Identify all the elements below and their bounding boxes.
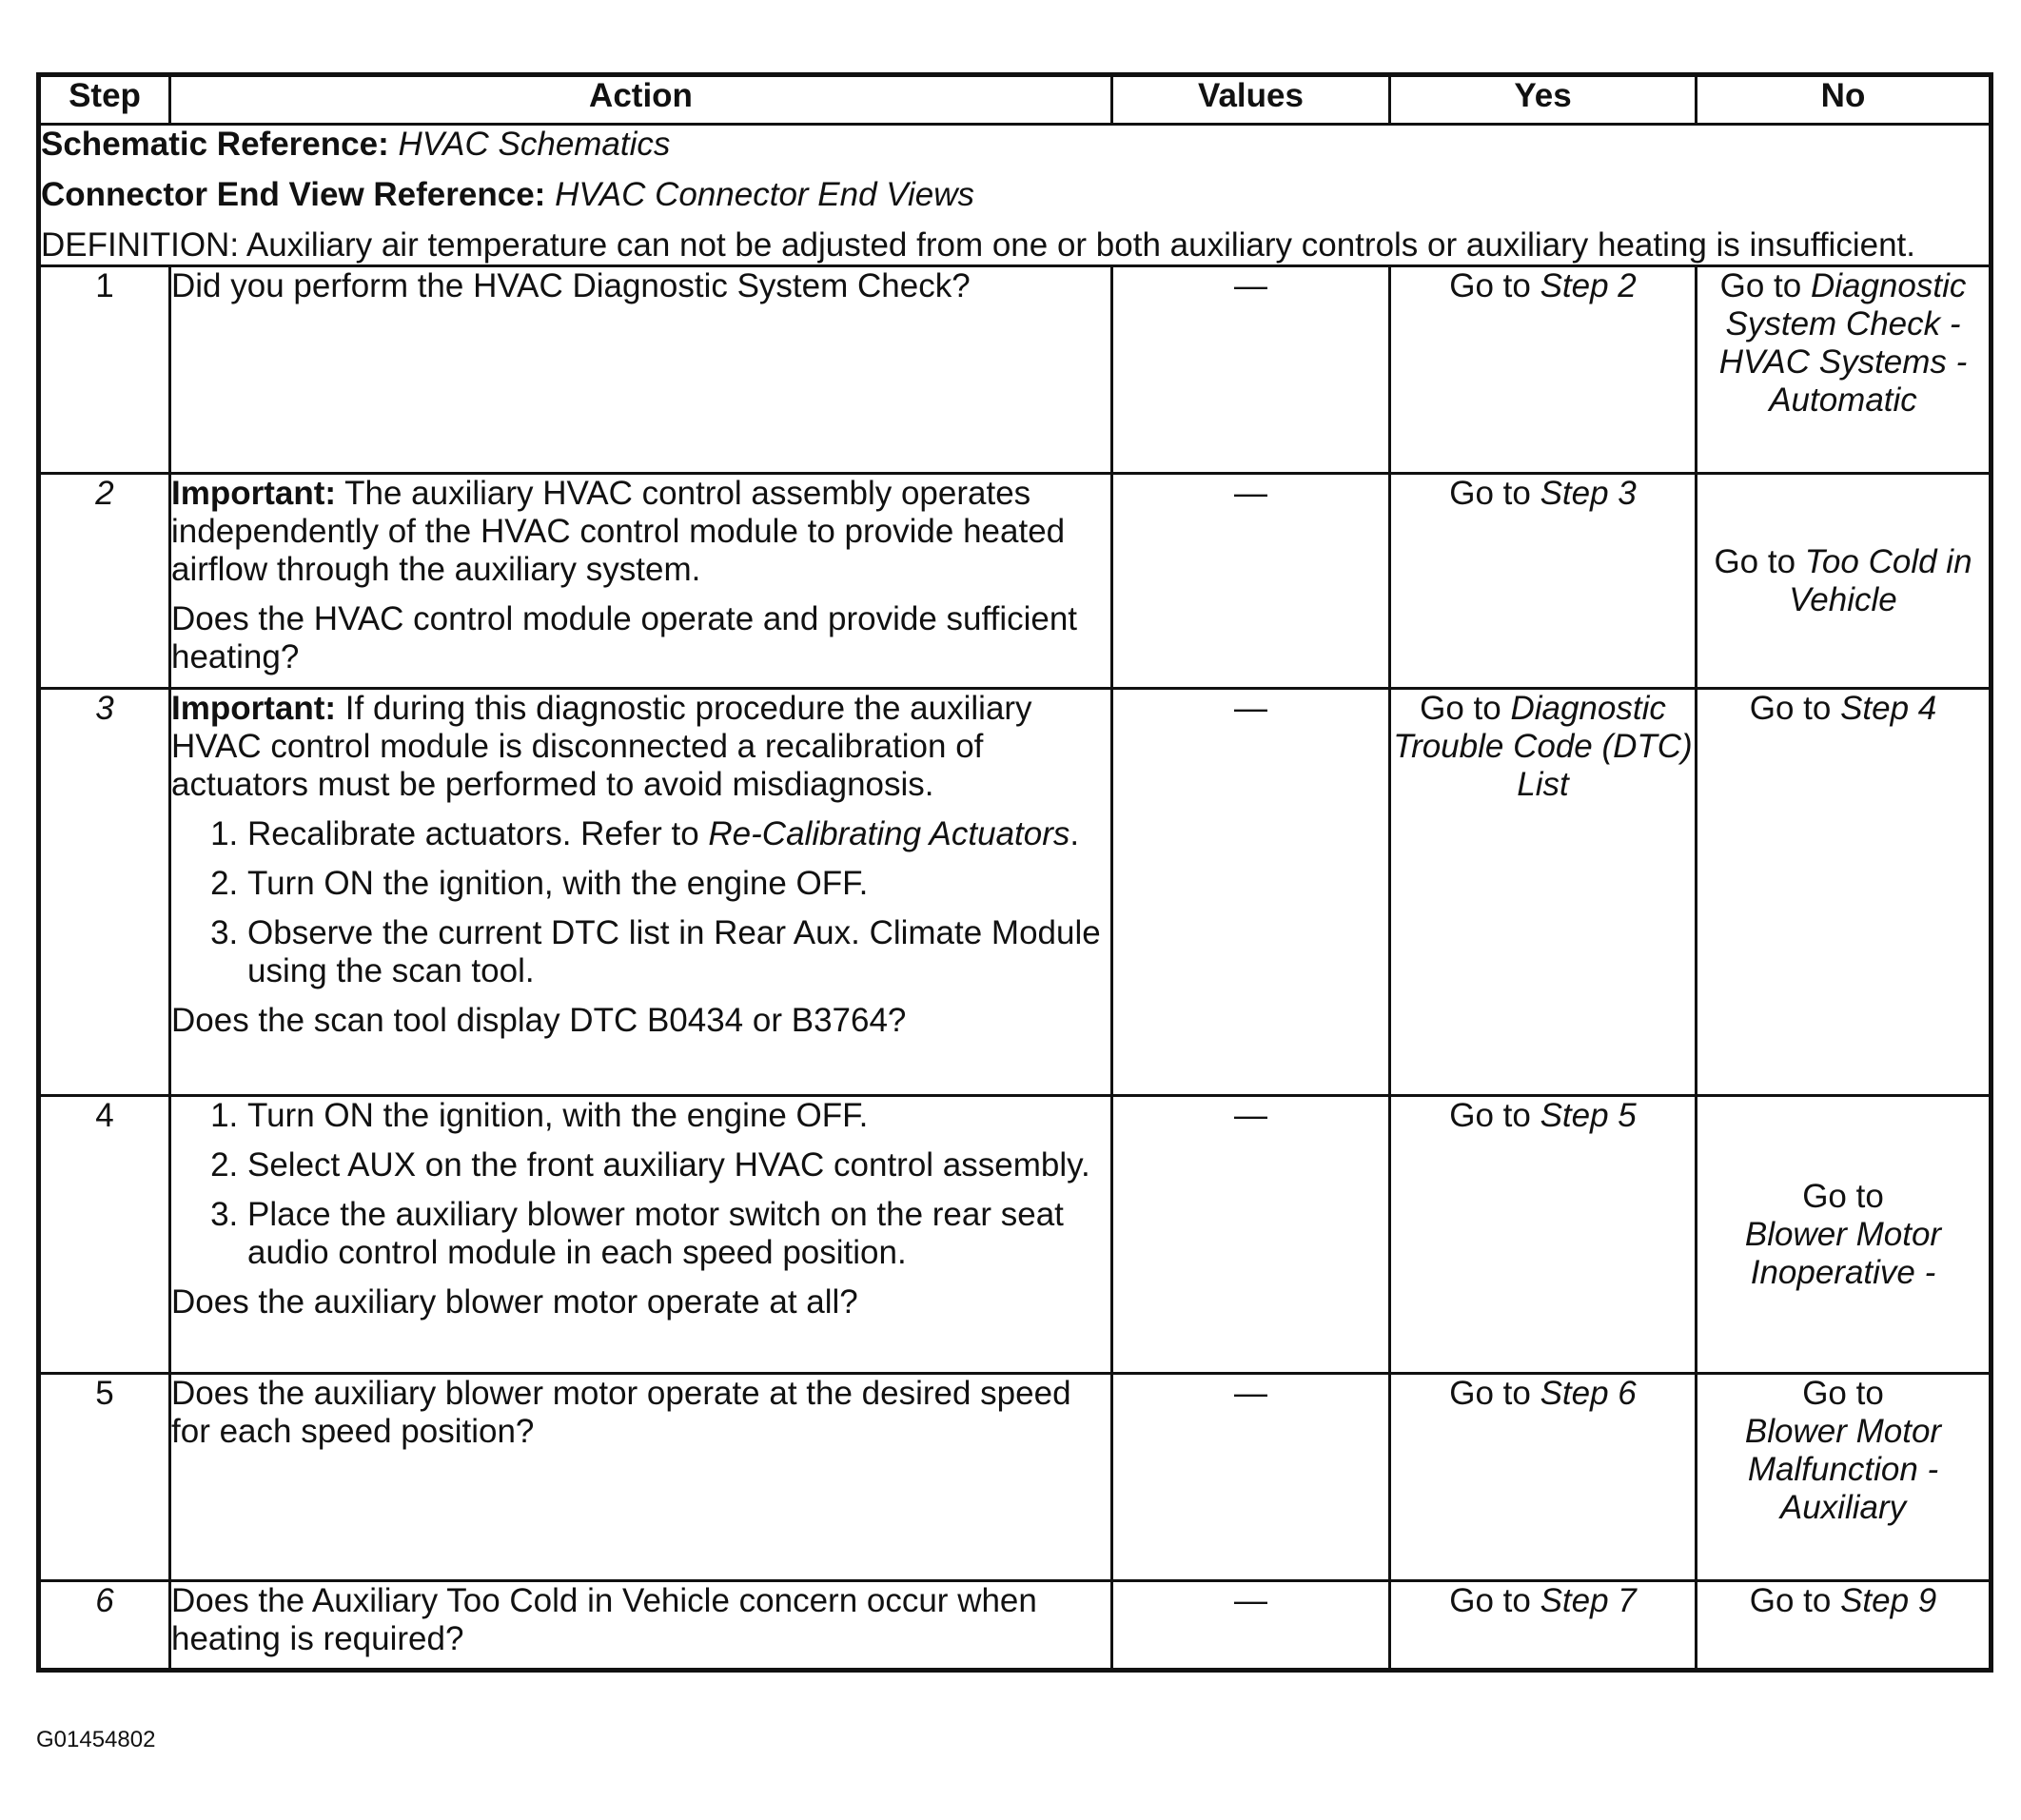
step-row-5 [39,1374,1992,1581]
no-link[interactable]: Diagnostic System Check - HVAC Systems - Automatic [1718,267,1968,419]
step-row-3 [39,689,1992,1096]
no-link[interactable]: Blower Motor Malfunction - Auxiliary [1744,1413,1942,1526]
procedure-item [247,914,1110,990]
no-prefix: Go to [1802,1177,1884,1215]
procedure-item [247,865,1110,903]
action-cell [170,1096,1112,1374]
no-prefix: Go to [1749,1582,1841,1619]
step-number: 2 [39,474,170,689]
procedure-item-text: Turn ON the ignition, with the engine OFF. [247,865,869,902]
value-cell: — [1112,689,1390,1096]
step-question: Does the auxiliary blower motor operate at the desired speed for each speed position? [171,1375,1071,1450]
figure-id: G01454802 [36,1727,156,1752]
step-question: Does the auxiliary blower motor operate at all? [171,1283,858,1321]
important-note [171,475,1110,589]
reference-row [39,125,1992,266]
schematic-reference [41,126,1989,164]
no-prefix: Go to [1719,267,1811,304]
connector-reference-label: Connector End View Reference: [41,176,546,213]
connector-reference-link[interactable]: HVAC Connector End Views [555,176,975,213]
no-prefix: Go to [1802,1375,1884,1412]
important-text: If during this diagnostic procedure the auxiliary HVAC control module is disconnected a recalibration of actuators must be performed to avoid misdiagnosis. [171,690,1032,803]
header-action: Action [170,75,1112,125]
header-row [39,75,1992,125]
header-no: No [1697,75,1992,125]
procedure-item-text: Select AUX on the front auxiliary HVAC control assembly. [247,1146,1090,1184]
no-cell [1697,266,1992,474]
schematic-reference-link[interactable]: HVAC Schematics [398,126,671,163]
no-link[interactable]: Step 9 [1840,1582,1937,1619]
procedure-list [171,815,1110,990]
yes-cell [1390,1374,1697,1581]
definition-text: DEFINITION: Auxiliary air temperature can not be adjusted from one or both auxiliary controls or auxiliary heating is insufficient. [41,226,1915,264]
recalibrating-actuators-link[interactable]: Re-Calibrating Actuators [708,815,1070,852]
yes-cell [1390,474,1697,689]
yes-link[interactable]: Step 2 [1540,267,1637,304]
yes-prefix: Go to [1449,475,1540,512]
yes-prefix: Go to [1449,1582,1540,1619]
yes-link[interactable]: Step 7 [1540,1582,1637,1619]
no-link[interactable]: Too Cold in Vehicle [1789,542,1972,618]
yes-cell [1390,266,1697,474]
action-cell [170,1374,1112,1581]
yes-prefix: Go to [1449,1375,1540,1412]
yes-link[interactable]: Step 5 [1540,1097,1637,1134]
diagnostic-table [36,72,1993,1673]
yes-prefix: Go to [1420,690,1511,727]
action-cell [170,266,1112,474]
schematic-reference-label: Schematic Reference: [41,126,389,163]
yes-prefix: Go to [1449,267,1540,304]
procedure-item-text: Place the auxiliary blower motor switch on the rear seat audio control module in each speed position. [247,1196,1064,1271]
important-note [171,690,1110,804]
step-question: Did you perform the HVAC Diagnostic System Check? [171,267,971,304]
action-cell [170,474,1112,689]
no-cell [1697,1374,1992,1581]
value-cell: — [1112,1096,1390,1374]
step-row-6 [39,1581,1992,1671]
yes-cell [1390,689,1697,1096]
value-cell: — [1112,1374,1390,1581]
diagnostic-document [36,72,1989,1673]
no-prefix: Go to [1714,542,1805,580]
procedure-item-text: Turn ON the ignition, with the engine OFF. [247,1097,869,1134]
no-prefix: Go to [1749,690,1841,727]
yes-link[interactable]: Step 3 [1540,475,1637,512]
step-number: 6 [39,1581,170,1671]
step-question: Does the Auxiliary Too Cold in Vehicle concern occur when heating is required? [171,1582,1037,1657]
no-cell [1697,474,1992,689]
step-question: Does the HVAC control module operate and provide sufficient heating? [171,600,1078,675]
step-question: Does the scan tool display DTC B0434 or B3764? [171,1002,907,1039]
value-cell: — [1112,266,1390,474]
value-cell: — [1112,474,1390,689]
step-number: 3 [39,689,170,1096]
yes-cell [1390,1581,1697,1671]
procedure-item [247,1097,1110,1135]
header-step: Step [39,75,170,125]
action-cell [170,689,1112,1096]
header-values: Values [1112,75,1390,125]
step-row-4 [39,1096,1992,1374]
step-number: 4 [39,1096,170,1374]
procedure-item-text: Observe the current DTC list in Rear Aux. Climate Module using the scan tool. [247,914,1101,989]
procedure-item [247,815,1110,853]
yes-prefix: Go to [1449,1097,1540,1134]
procedure-item [247,1146,1110,1184]
step-row-1 [39,266,1992,474]
header-yes: Yes [1390,75,1697,125]
value-cell: — [1112,1581,1390,1671]
step-row-2 [39,474,1992,689]
no-link[interactable]: Blower Motor Inoperative - [1744,1215,1942,1291]
no-cell [1697,1096,1992,1374]
yes-cell [1390,1096,1697,1374]
important-label: Important: [171,690,337,727]
yes-link[interactable]: Step 6 [1540,1375,1637,1412]
procedure-list [171,1097,1110,1272]
important-label: Important: [171,475,337,512]
procedure-item-text: Recalibrate actuators. Refer to [247,815,709,852]
procedure-item [247,1196,1110,1272]
reference-cell [39,125,1992,266]
no-cell [1697,1581,1992,1671]
no-cell [1697,689,1992,1096]
no-link[interactable]: Step 4 [1840,690,1937,727]
procedure-item-suffix: . [1069,815,1080,852]
important-text: The auxiliary HVAC control assembly operates independently of the HVAC control module to provide heated airflow through the auxiliary system. [171,475,1066,588]
step-number: 5 [39,1374,170,1581]
step-number: 1 [39,266,170,474]
action-cell [170,1581,1112,1671]
connector-reference [41,176,1989,214]
yes-link[interactable]: Diagnostic Trouble Code (DTC) List [1393,690,1693,803]
